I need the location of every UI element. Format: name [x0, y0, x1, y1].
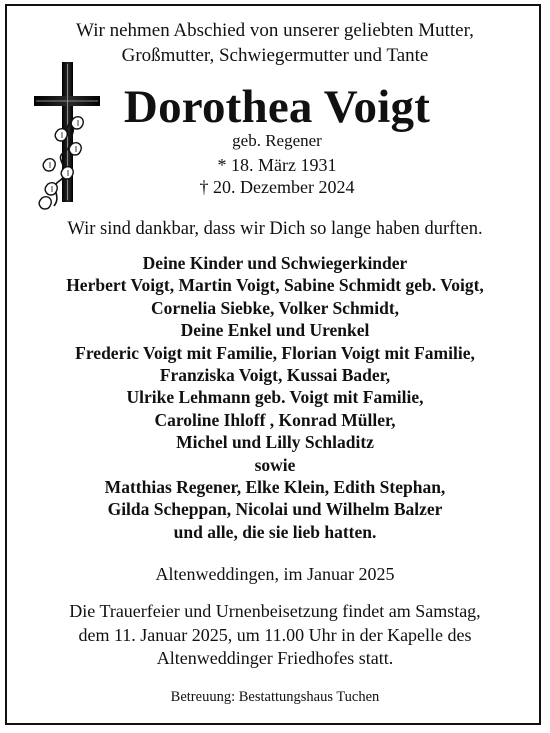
cross-with-ivy-icon	[32, 60, 110, 210]
life-dates	[118, 154, 436, 198]
mourner-line: Herbert Voigt, Martin Voigt, Sabine Schmidt geb. Voigt,	[66, 275, 484, 296]
mourner-line: sowie	[254, 454, 296, 475]
undertaker: Betreuung: Bestattungshaus Tuchen	[170, 689, 380, 705]
mourner-line: Cornelia Siebke, Volker Schmidt,	[150, 297, 400, 318]
mourner-line: Frederic Voigt mit Familie, Florian Voigt mit Familie,	[75, 342, 475, 363]
mourners-list	[0, 252, 550, 543]
mourner-line: Gilda Scheppan, Nicolai und Wilhelm Balzer	[107, 499, 443, 520]
service-line: Altenweddinger Friedhofes statt.	[156, 648, 394, 668]
mourner-line: Deine Kinder und Schwiegerkinder	[142, 253, 408, 273]
birth-date: * 18. März 1931	[217, 155, 337, 175]
mourner-line: Deine Enkel und Urenkel	[180, 320, 370, 341]
intro-line: Großmutter, Schwiegermutter und Tante	[121, 45, 429, 66]
mourner-line: Michel und Lilly Schladitz	[176, 432, 374, 453]
place-date: Altenweddingen, im Januar 2025	[155, 564, 395, 584]
death-date: † 20. Dezember 2024	[199, 177, 355, 197]
mourner-line: Franziska Voigt, Kussai Bader,	[159, 365, 391, 386]
birth-name: geb. Regener	[232, 131, 322, 150]
mourner-line: Caroline Ihloff , Konrad Müller,	[154, 409, 396, 430]
quote: Wir sind dankbar, dass wir Dich so lange haben durften.	[67, 219, 483, 239]
service-line: Die Trauerfeier und Urnenbeisetzung findet am Samstag,	[69, 601, 481, 621]
intro-line: Wir nehmen Abschied von unserer geliebten Mutter,	[76, 20, 474, 41]
service-line: dem 11. Januar 2025, um 11.00 Uhr in der Kapelle des	[78, 624, 472, 645]
deceased-name: Dorothea Voigt	[123, 81, 431, 133]
mourner-line: und alle, die sie lieb hatten.	[173, 521, 377, 542]
mourner-line: Ulrike Lehmann geb. Voigt mit Familie,	[126, 387, 424, 408]
service-info	[0, 600, 550, 671]
mourner-line: Matthias Regener, Elke Klein, Edith Stephan,	[104, 477, 446, 498]
